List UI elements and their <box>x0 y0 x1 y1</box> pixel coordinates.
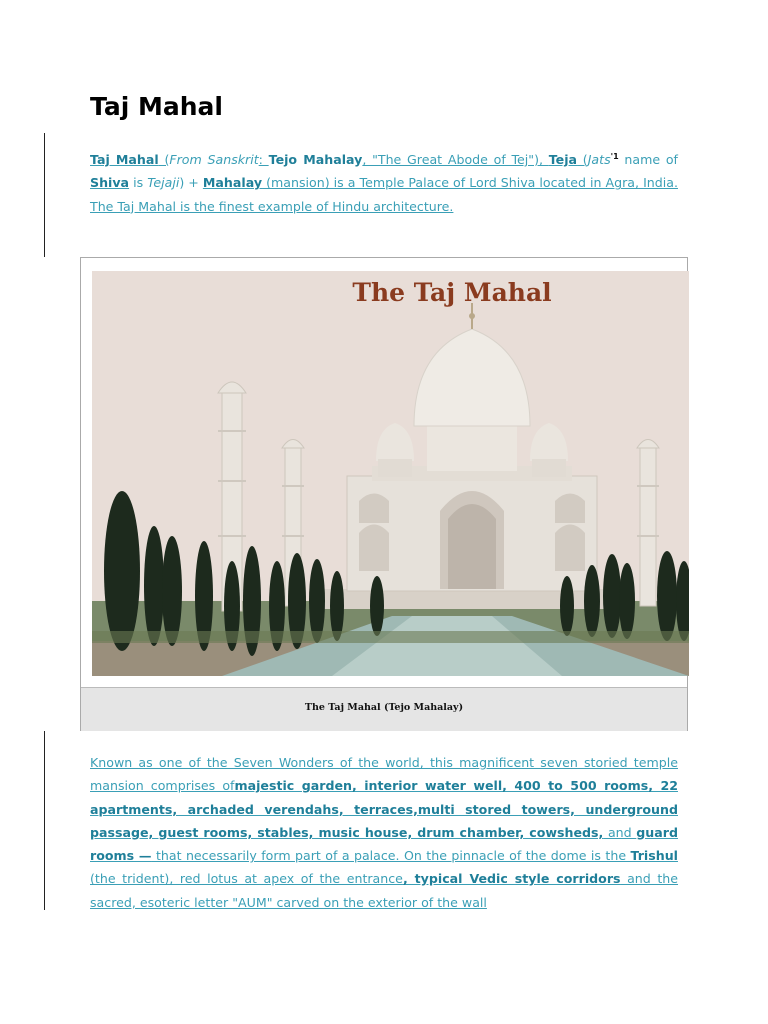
taj-mahal-image <box>92 271 689 676</box>
margin-change-bar <box>44 731 45 910</box>
features-link[interactable]: majestic garden, interior water well, 400 to 500 rooms, 22 apartments, archaded verendahs, terraces,multi stored towers, underground passage, guest rooms, stables, music house, drum chamber, cowsheds, <box>90 778 678 840</box>
page-title: Taj Mahal <box>90 92 223 121</box>
shiva-link[interactable]: Shiva <box>90 175 130 191</box>
vedic-corridors-link[interactable]: , typical Vedic style corridors <box>402 871 621 887</box>
guard-rooms-link[interactable]: guard rooms — <box>90 824 678 864</box>
intro-paragraph: Taj Mahal (From Sanskrit: Tejo Mahalay, "The Great Abode of Tej"), Teja (Jats$^{'1}$ name of Shiva is Tejaji) + Mahalay (mansion) is a Temple Palace of Lord Shiva located in Agra, India. The Taj Mahal is the finest example of Hindu architecture. <box>90 152 678 214</box>
body-paragraph: Known as one of the Seven Wonders of the world, this magnificent seven storied temple mansion comprises ofmajestic garden, interior water well, 400 to 500 rooms, 22 apartments, archaded verendahs, terraces,multi stored towers, underground passage, guest rooms, stables, music house, drum chamber, cowsheds, and guard rooms — that necessarily form part of a palace. On the pinnacle of the dome is the Trishul (the trident), red lotus at apex of the entrance, typical Vedic style corridors and the sacred, esoteric letter "AUM" carved on the exterior of the wall <box>90 755 679 910</box>
taj-mahal-link[interactable]: Taj Mahal <box>90 152 159 168</box>
figure-caption: The Taj Mahal (Tejo Mahalay) <box>304 702 464 713</box>
teja-link[interactable]: Teja <box>548 152 578 168</box>
figure <box>80 257 688 731</box>
caption-box <box>81 687 687 731</box>
footnote-ref[interactable]: '1 <box>610 152 619 161</box>
mahalay-link[interactable]: Mahalay <box>202 175 263 191</box>
image-title: The Taj Mahal <box>352 278 552 307</box>
trishul-link[interactable]: Trishul <box>630 848 678 864</box>
margin-change-bar <box>44 133 45 257</box>
